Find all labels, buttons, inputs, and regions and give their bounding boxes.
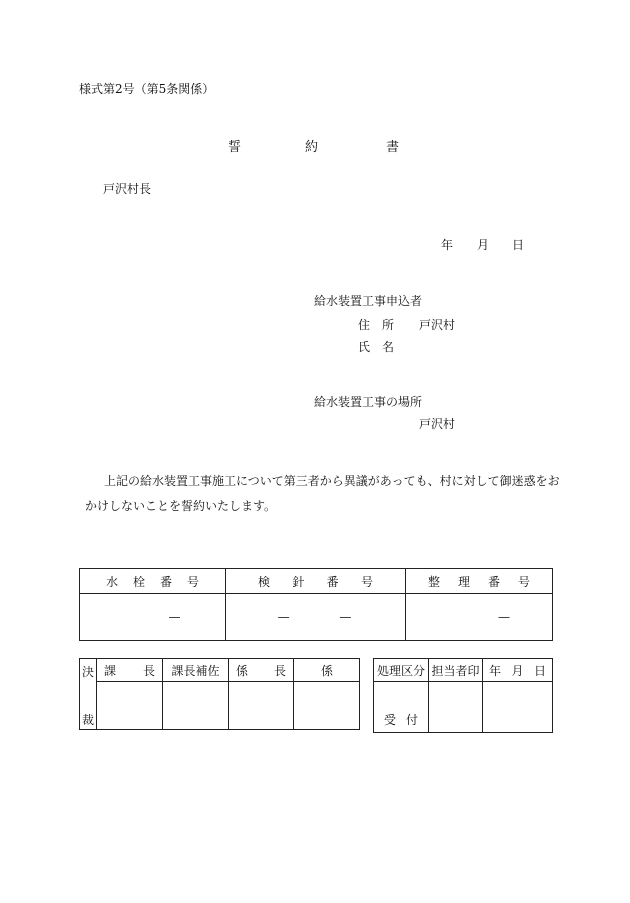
date-day: 日 — [512, 238, 525, 252]
date-cell — [483, 682, 553, 733]
hdr-char: 理 — [457, 574, 470, 589]
sub-chief-stamp — [229, 682, 294, 730]
date-month: 月 — [477, 238, 490, 252]
date-year: 年 — [441, 238, 454, 252]
hdr-char: 検 — [258, 574, 271, 589]
address-label-char-1: 住 — [358, 318, 371, 332]
processing-table — [373, 658, 553, 733]
staff-seal-cell — [429, 682, 483, 733]
hdr-char: 番 — [326, 574, 339, 589]
hdr-char: 水 — [106, 574, 119, 589]
name-label-char-2: 名 — [382, 340, 395, 354]
hdr-char: 号 — [186, 574, 199, 589]
approval-table — [79, 658, 360, 730]
hdr-char: 係 — [236, 663, 249, 678]
staff-stamp — [294, 682, 360, 730]
reference-number-cell — [406, 594, 553, 641]
reference-number-dash: — — [498, 610, 510, 624]
receipt-cell — [374, 682, 429, 733]
hdr-char: 針 — [292, 574, 305, 589]
deputy-chief-stamp — [163, 682, 229, 730]
sub-chief-header — [229, 659, 294, 682]
title-char-1: 誓 — [228, 140, 242, 155]
name-label — [358, 338, 394, 355]
meter-number-cell — [226, 594, 406, 641]
hdr-char: 月 — [511, 663, 524, 678]
address-label — [358, 316, 394, 333]
title-char-2: 約 — [305, 140, 319, 155]
hdr-char: 年 — [489, 663, 502, 678]
approval-label-char-2: 裁 — [82, 713, 95, 727]
hdr-char: 長 — [142, 663, 155, 678]
hdr-char: 日 — [533, 663, 546, 678]
approval-side-label — [80, 659, 97, 730]
name-label-char-1: 氏 — [358, 340, 371, 354]
hdr-char: 号 — [360, 574, 373, 589]
hdr-char: 課 — [104, 663, 117, 678]
processing-category-header: 処理区分 — [374, 659, 429, 682]
address-value: 戸沢村 — [419, 318, 456, 332]
approval-label-char-1: 決 — [82, 665, 95, 679]
staff-header: 係 — [294, 659, 360, 682]
number-table — [79, 568, 553, 641]
site-heading: 給水装置工事の場所 — [314, 395, 423, 409]
body-line-2: かけしないことを誓約いたします。 — [85, 499, 277, 513]
processing-header-row — [374, 659, 553, 682]
approval-body-row — [80, 682, 360, 730]
processing-body-row — [374, 682, 553, 733]
hydrant-number-dash: — — [168, 610, 181, 624]
hdr-char: 番 — [159, 574, 172, 589]
hydrant-number-header — [80, 569, 226, 594]
staff-seal-header: 担当者印 — [429, 659, 483, 682]
site-value: 戸沢村 — [419, 417, 456, 431]
number-table-header-row — [80, 569, 553, 594]
hdr-char: 番 — [487, 574, 500, 589]
hdr-char: 長 — [273, 663, 286, 678]
number-table-value-row — [80, 594, 553, 641]
receipt-char: 受 — [384, 713, 397, 727]
hydrant-number-cell — [80, 594, 226, 641]
hdr-char: 栓 — [132, 574, 145, 589]
meter-number-header — [226, 569, 406, 594]
form-number: 様式第2号（第5条関係） — [79, 82, 215, 96]
body-line-1: 上記の給水装置工事施工について第三者から異議があっても、村に対して御迷惑をお — [104, 474, 560, 488]
address-label-char-2: 所 — [382, 318, 395, 332]
hdr-char: 整 — [428, 574, 441, 589]
hdr-char: 号 — [517, 574, 530, 589]
receipt-char: 付 — [405, 713, 418, 727]
section-chief-stamp — [97, 682, 163, 730]
deputy-chief-header: 課長補佐 — [163, 659, 229, 682]
section-chief-header — [97, 659, 163, 682]
approval-header-row — [80, 659, 360, 682]
meter-number-dash-1: — — [277, 610, 290, 624]
applicant-heading: 給水装置工事申込者 — [314, 294, 423, 308]
meter-number-dash-2: — — [339, 610, 352, 624]
date-header — [483, 659, 553, 682]
reference-number-header — [406, 569, 553, 594]
title-char-3: 書 — [386, 140, 400, 155]
addressee: 戸沢村長 — [103, 182, 152, 196]
